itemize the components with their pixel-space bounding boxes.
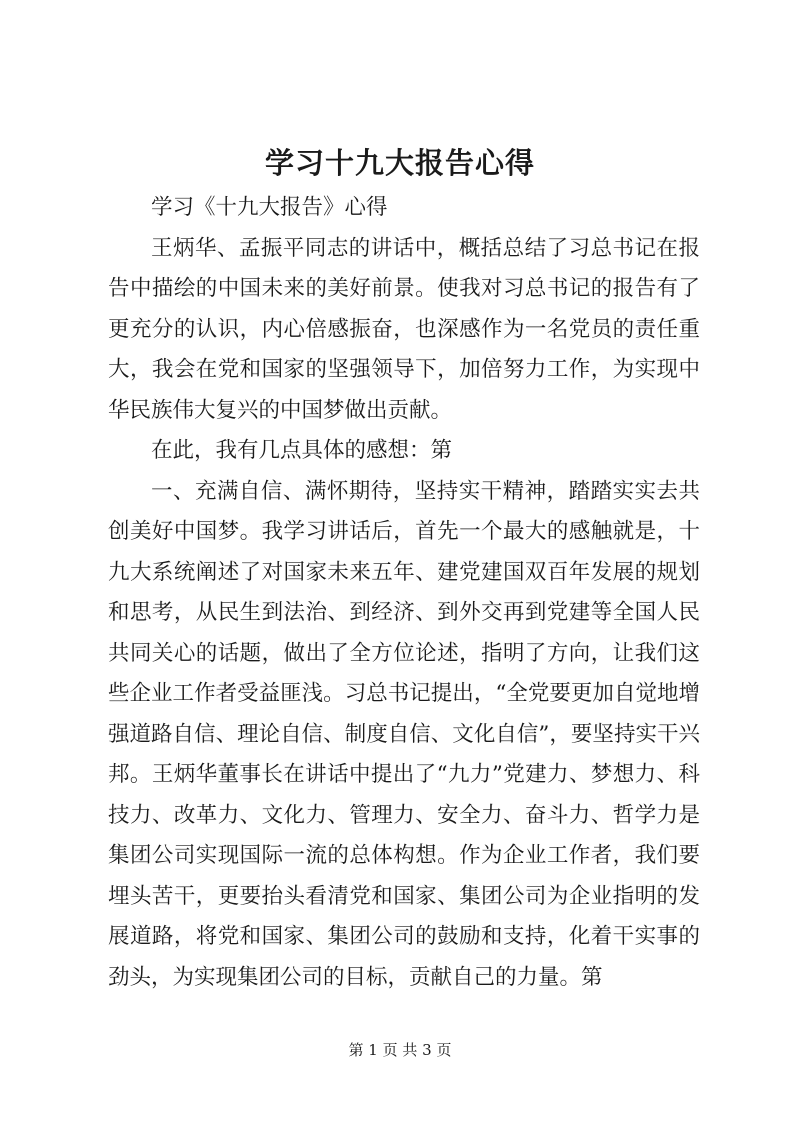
paragraph: 一、充满自信、满怀期待，坚持实干精神，踏踏实实去共创美好中国梦。我学习讲话后，首先一个最大的感触就是，十九大系统阐述了对国家未来五年、建党建国双百年发展的规划和思考，从民生到法治、到经济、到外交再到党建等全国人民共同关心的话题，做出了全方位论述，指明了方向，让我们这些企业工作者受益匪浅。习总书记提出，“全党要更加自觉地增强道路自信、理论自信、制度自信、文化自信”，要坚持实干兴邦。王炳华董事长在讲话中提出了“九力”党建力、梦想力、科技力、改革力、文化力、管理力、安全力、奋斗力、哲学力是集团公司实现国际一流的总体构想。作为企业工作者，我们要埋头苦干，更要抬头看清党和国家、集团公司为企业指明的发展道路，将党和国家、集团公司的鼓励和支持，化着干实事的劲头，为实现集团公司的目标，贡献自己的力量。第 <box>108 478 700 990</box>
document-title: 学习十九大报告心得 <box>264 146 535 180</box>
page-footer: 第 1 页 共 3 页 <box>348 1041 452 1059</box>
paragraph-subtitle: 学习《十九大报告》心得 <box>151 195 388 220</box>
paragraph: 王炳华、孟振平同志的讲话中，概括总结了习总书记在报告中描绘的中国未来的美好前景。使我对习总书记的报告有了更充分的认识，内心倍感振奋，也深感作为一名党员的责任重大，我会在党和国家的坚强领导下，加倍努力工作，为实现中华民族伟大复兴的中国梦做出贡献。 <box>108 235 700 423</box>
document-body <box>108 188 700 998</box>
paragraph: 在此，我有几点具体的感想：第 <box>151 438 453 463</box>
